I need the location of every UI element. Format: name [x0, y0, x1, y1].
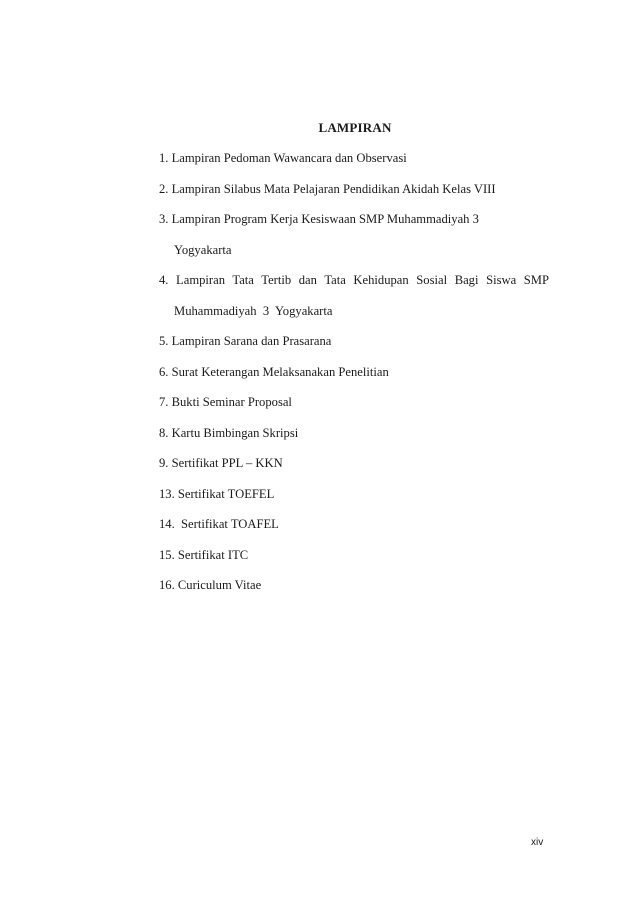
list-item-text: 1. Lampiran Pedoman Wawancara dan Observasi	[159, 151, 407, 165]
list-item-continuation: Yogyakarta	[174, 242, 232, 257]
appendix-list	[159, 150, 549, 608]
list-item-text: 4. Lampiran Tata Tertib dan Tata Kehidupan Sosial Bagi Siswa SMP	[159, 273, 549, 287]
list-item-text: 8. Kartu Bimbingan Skripsi	[159, 425, 299, 440]
list-item-text: 13. Sertifikat TOEFEL	[159, 486, 275, 501]
list-item	[159, 547, 549, 563]
list-item	[159, 150, 549, 166]
list-item-text: 14. Sertifikat TOAFEL	[159, 517, 279, 531]
list-item	[159, 455, 549, 471]
list-item	[159, 272, 549, 319]
list-item-text: 9. Sertifikat PPL – KKN	[159, 456, 283, 470]
list-item-text: 5. Lampiran Sarana dan Prasarana	[159, 334, 332, 348]
list-item-text: 7. Bukti Seminar Proposal	[159, 395, 292, 409]
list-item	[159, 486, 549, 502]
list-item	[159, 211, 549, 258]
list-item-text: 2. Lampiran Silabus Mata Pelajaran Pendidikan Akidah Kelas VIII	[159, 181, 496, 196]
list-item	[159, 425, 549, 441]
list-item-text: 6. Surat Keterangan Melaksanakan Penelitian	[159, 364, 389, 379]
list-item	[159, 364, 549, 380]
list-item	[159, 181, 549, 197]
list-item	[159, 333, 549, 349]
page-number: xiv	[531, 837, 544, 848]
page-title: LAMPIRAN	[318, 120, 392, 135]
list-item	[159, 516, 549, 532]
list-item-text: 3. Lampiran Program Kerja Kesiswaan SMP Muhammadiyah 3	[159, 212, 479, 226]
list-item-text: 15. Sertifikat ITC	[159, 547, 249, 562]
list-item-continuation: Muhammadiyah 3 Yogyakarta	[174, 303, 333, 318]
list-item	[159, 394, 549, 410]
list-item-text: 16. Curiculum Vitae	[159, 578, 262, 592]
list-item	[159, 577, 549, 593]
